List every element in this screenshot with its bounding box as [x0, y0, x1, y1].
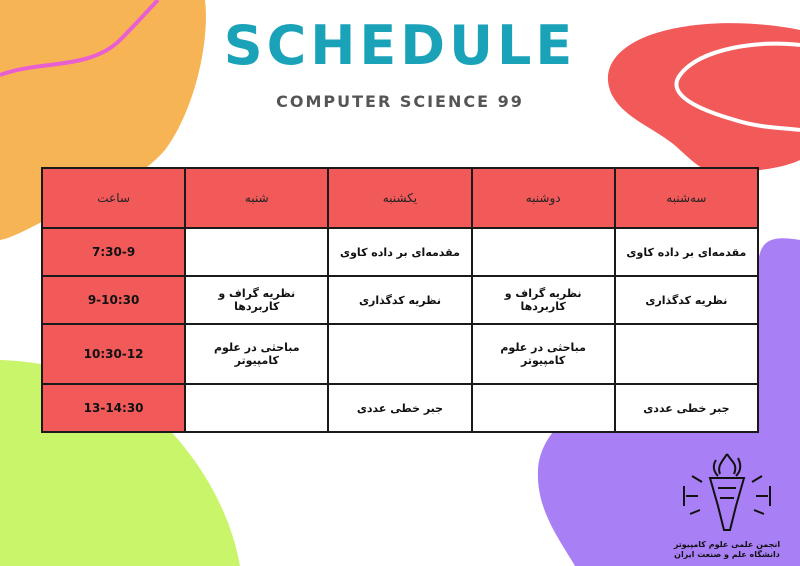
course-cell [328, 324, 471, 384]
logo-text [672, 540, 782, 560]
course-cell [615, 324, 758, 384]
time-cell: 7:30-9 [42, 228, 185, 276]
logo-line-2: دانشگاه علم و صنعت ایران [674, 550, 780, 559]
header-saturday: شنبه [185, 168, 328, 228]
course-cell: مباحثی در علوم کامپیوتر [185, 324, 328, 384]
header-row [42, 168, 758, 228]
table-row [42, 228, 758, 276]
course-cell: نظریه کدگذاری [615, 276, 758, 324]
course-cell: جبر خطی عددی [328, 384, 471, 432]
course-cell: مقدمه‌ای بر داده کاوی [615, 228, 758, 276]
table-row [42, 384, 758, 432]
course-cell: مقدمه‌ای بر داده کاوی [328, 228, 471, 276]
page-title: SCHEDULE [223, 14, 577, 77]
logo-line-1: انجمن علمی علوم کامپیوتر [673, 540, 781, 549]
course-cell: نظریه گراف و کاربردها [472, 276, 615, 324]
course-cell [472, 228, 615, 276]
time-cell: 13-14:30 [42, 384, 185, 432]
course-cell: جبر خطی عددی [615, 384, 758, 432]
table-row [42, 324, 758, 384]
header-sunday: یکشنبه [328, 168, 471, 228]
time-cell: 9-10:30 [42, 276, 185, 324]
page-subtitle: COMPUTER SCIENCE 99 [276, 92, 524, 111]
course-cell: نظریه گراف و کاربردها [185, 276, 328, 324]
course-cell: مباحثی در علوم کامپیوتر [472, 324, 615, 384]
time-cell: 10:30-12 [42, 324, 185, 384]
course-cell: نظریه کدگذاری [328, 276, 471, 324]
header-monday: دوشنبه [472, 168, 615, 228]
course-cell [185, 384, 328, 432]
table-row [42, 276, 758, 324]
header-time: ساعت [42, 168, 185, 228]
header-tuesday: سه‌شنبه [615, 168, 758, 228]
course-cell [472, 384, 615, 432]
course-cell [185, 228, 328, 276]
schedule-table [41, 167, 759, 433]
